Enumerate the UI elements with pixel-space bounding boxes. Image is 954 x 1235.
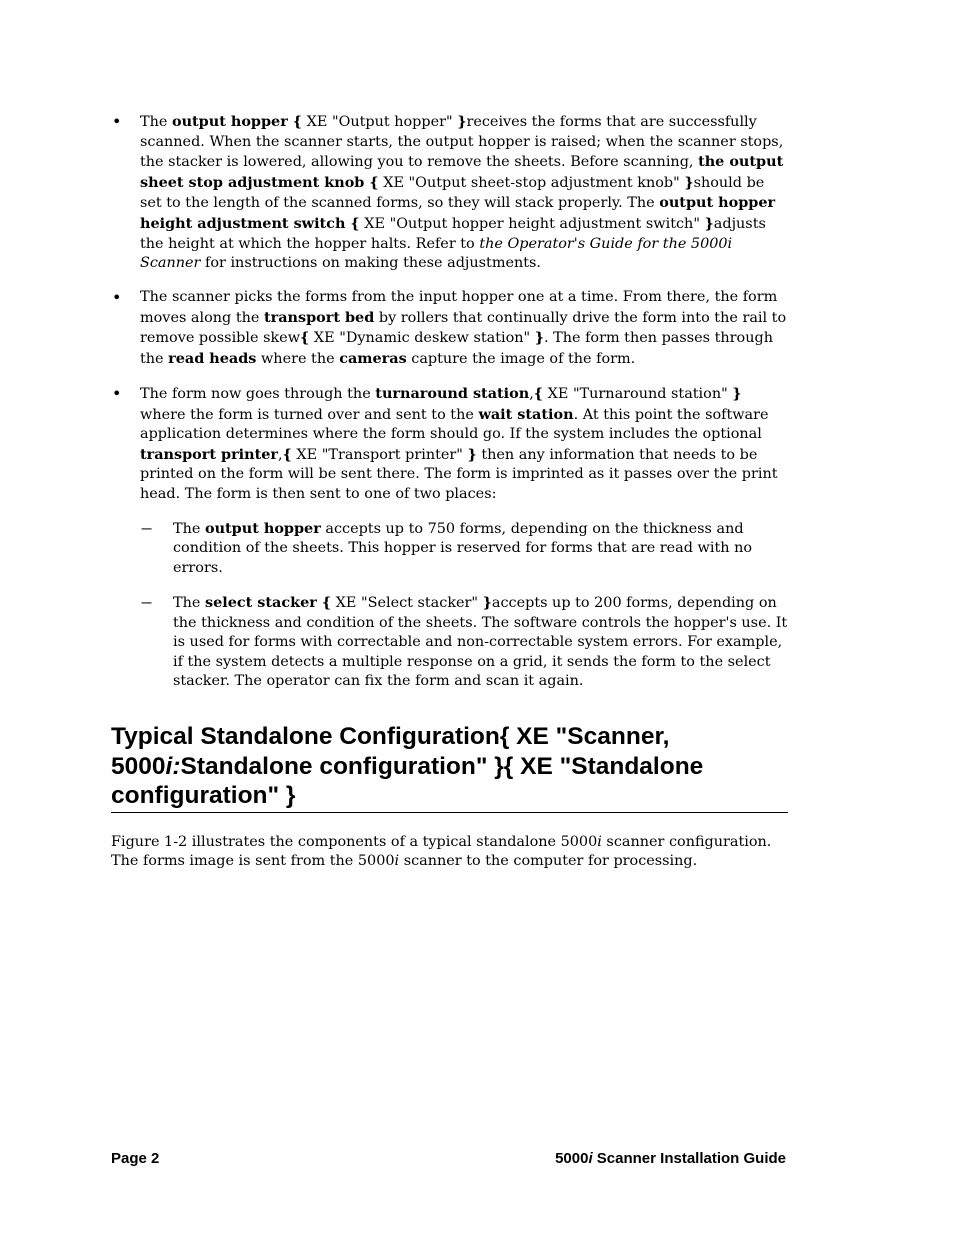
page-footer xyxy=(111,1150,786,1167)
bullet-text: The scanner picks the forms from the input hopper one at a time. From there, the form moves along the transport bed by rollers that continually drive the form into the rail to remove possible skew{ XE "Dynamic deskew station" }. The form then passes through the read heads where the cameras capture the image of the form. xyxy=(140,289,787,367)
sub-bullet-text: The output hopper accepts up to 750 forms, depending on the thickness and condition of the sheets. This hopper is reserved for forms that are read with no errors. xyxy=(173,519,753,577)
bullet-text: The form now goes through the turnaround station,{ XE "Turnaround station" } where the form is turned over and sent to the wait station. At this point the software application determines where the form should go. If the system includes the optional transport printer,{ XE "Transport printer" } then any information that needs to be printed on the form will be sent there. The form is imprinted as it passes over the print head. The form is then sent to one of two places: xyxy=(140,384,778,502)
page-body xyxy=(111,112,788,872)
sub-bullet-text: The select stacker { XE "Select stacker" }accepts up to 200 forms, depending on the thickness and condition of the sheets. The software controls the hopper's use. It is used for forms with correctable and non-correctable system errors. For example, if the system detects a multiple response on a grid, it sends the form to the select stacker. The operator can fix the form and scan it again. xyxy=(173,594,788,690)
bullet-mark: • xyxy=(112,288,122,308)
bullet-text: The output hopper { XE "Output hopper" }receives the forms that are successfully scanned. When the scanner starts, the output hopper is raised; when the scanner stops, the stacker is lowered, allowing you to remove the sheets. Before scanning, the output sheet stop adjustment knob { XE "Output sheet-stop adjustment knob" }should be set to the length of the scanned forms, so they will stack properly. The output hopper height adjustment switch { XE "Output hopper height adjustment switch" }adjusts the height at which the hopper halts. Refer to the Operator's Guide for the 5000i Scanner for instructions on making these adjustments. xyxy=(140,113,784,272)
bullet-transport-bed xyxy=(111,288,788,369)
footer-guide-title: 5000i Scanner Installation Guide xyxy=(555,1150,786,1167)
sub-bullet-select-stacker xyxy=(111,593,788,692)
section-heading: Typical Standalone Configuration{ XE "Scanner, 5000i:Standalone configuration" }{ XE "Standalone configuration" } xyxy=(111,722,788,813)
bullet-output-hopper xyxy=(111,112,788,274)
intro-paragraph: Figure 1-2 illustrates the components of a typical standalone 5000i scanner configuration. The forms image is sent from the 5000i scanner to the computer for processing. xyxy=(111,833,772,870)
bullet-mark: • xyxy=(112,383,122,403)
dash-mark: − xyxy=(140,518,154,538)
footer-page-number: Page 2 xyxy=(111,1150,160,1167)
bullet-turnaround-station xyxy=(111,384,788,505)
dash-mark: − xyxy=(140,593,154,613)
bullet-mark: • xyxy=(112,112,122,131)
sub-bullet-output-hopper xyxy=(111,519,788,579)
